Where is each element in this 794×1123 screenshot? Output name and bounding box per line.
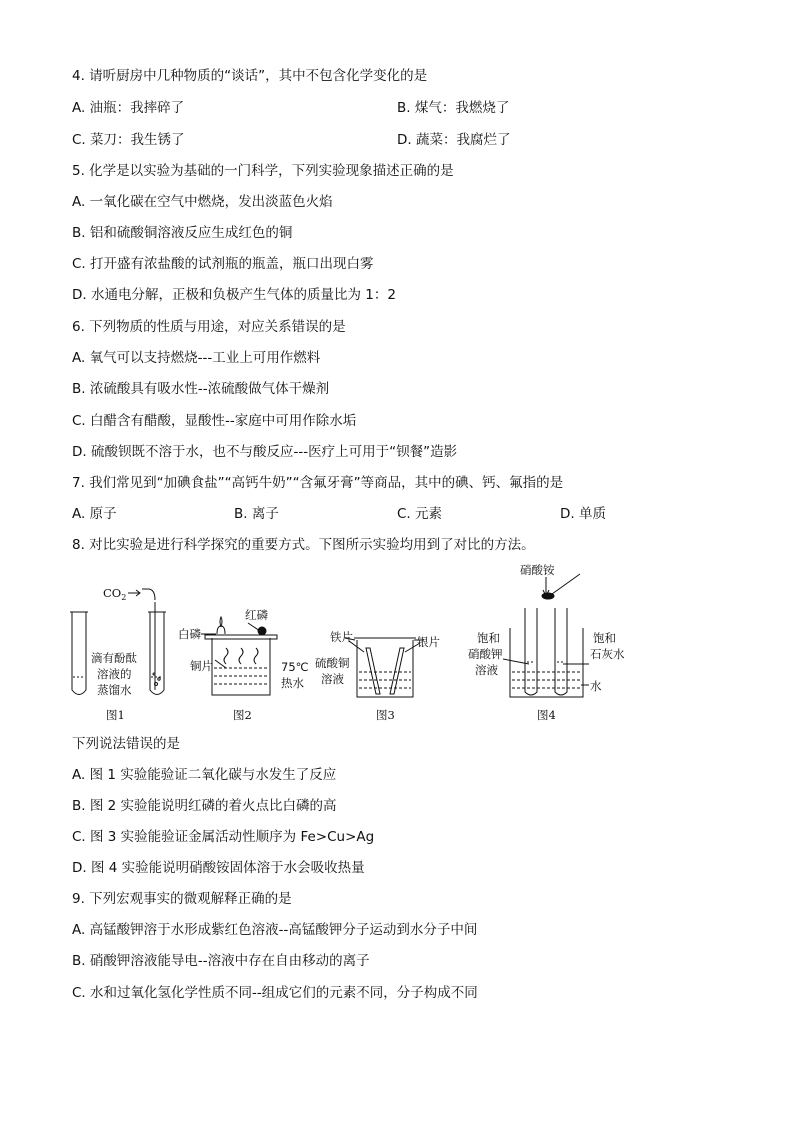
fig1-label-2: 溶液的 — [97, 667, 132, 681]
fig1-label-3: 蒸馏水 — [97, 683, 132, 697]
q4-option-d: D. 蔬菜：我腐烂了 — [397, 132, 511, 148]
fig3-labels — [315, 630, 440, 722]
fig4-kno3-1: 饱和 — [477, 631, 500, 645]
fig2-drawing — [205, 617, 277, 695]
q8-option-a: A. 图 1 实验能验证二氧化碳与水发生了反应 — [72, 767, 337, 783]
q6-stem: 6. 下列物质的性质与用途，对应关系错误的是 — [72, 319, 346, 335]
q5-stem: 5. 化学是以实验为基础的一门科学，下列实验现象描述正确的是 — [72, 163, 454, 179]
fig4-kno3-2: 硝酸钾 — [468, 647, 503, 661]
fig1-caption: 图1 — [106, 708, 125, 722]
fig3-caption: 图3 — [376, 708, 395, 722]
fig2-red-phosphorus: 红磷 — [245, 608, 268, 622]
fig1-co2-label: $CO_2$ — [103, 586, 127, 602]
q8-option-d: D. 图 4 实验能说明硝酸铵固体溶于水会吸收热量 — [72, 860, 365, 876]
q8-option-b: B. 图 2 实验能说明红磷的着火点比白磷的高 — [72, 798, 337, 814]
fig3-solution-1: 硫酸铜 — [315, 656, 350, 670]
fig4-lime-2: 石灰水 — [590, 647, 625, 661]
q4-option-c: C. 菜刀：我生锈了 — [72, 132, 185, 148]
fig4-water: 水 — [590, 679, 602, 693]
fig4-kno3-3: 溶液 — [475, 663, 498, 677]
q4-option-b: B. 煤气：我燃烧了 — [397, 100, 510, 116]
q4-stem: 4. 请听厨房中几种物质的“谈话”，其中不包含化学变化的是 — [72, 68, 428, 84]
fig3-iron-sheet: 铁片 — [330, 630, 353, 644]
fig2-copper-sheet: 铜片 — [190, 659, 213, 673]
fig2-hot-water: 热水 — [281, 676, 304, 690]
fig4-ammonium-nitrate: 硝酸铵 — [520, 563, 555, 577]
fig4-caption: 图4 — [537, 708, 556, 722]
q7-option-d: D. 单质 — [560, 506, 606, 522]
q7-option-b: B. 离子 — [234, 506, 279, 522]
q8-ask: 下列说法错误的是 — [72, 736, 180, 752]
q6-option-b: B. 浓硫酸具有吸水性--浓硫酸做气体干燥剂 — [72, 381, 330, 397]
fig2-labels — [178, 608, 309, 722]
q9-stem: 9. 下列宏观事实的微观解释正确的是 — [72, 891, 292, 907]
fig1-label-1: 滴有酚酞 — [91, 651, 137, 665]
q9-option-b: B. 硝酸钾溶液能导电--溶液中存在自由移动的离子 — [72, 953, 370, 969]
q7-stem: 7. 我们常见到“加碘食盐”“高钙牛奶”“含氟牙膏”等商品，其中的碘、钙、氟指的是 — [72, 475, 564, 491]
q7-option-a: A. 原子 — [72, 506, 117, 522]
q5-option-d: D. 水通电分解，正极和负极产生气体的质量比为 1：2 — [72, 287, 396, 303]
q5-option-a: A. 一氧化碳在空气中燃烧，发出淡蓝色火焰 — [72, 194, 333, 210]
q8-stem: 8. 对比实验是进行科学探究的重要方式。下图所示实验均用到了对比的方法。 — [72, 537, 535, 553]
q8-option-c: C. 图 3 实验能验证金属活动性顺序为 Fe>Cu>Ag — [72, 829, 375, 845]
q4-option-a: A. 油瓶：我摔碎了 — [72, 100, 185, 116]
q5-option-b: B. 铝和硫酸铜溶液反应生成红色的铜 — [72, 225, 293, 241]
q9-option-a: A. 高锰酸钾溶于水形成紫红色溶液--高锰酸钾分子运动到水分子中间 — [72, 922, 478, 938]
q6-option-a: A. 氧气可以支持燃烧---工业上可用作燃料 — [72, 350, 321, 366]
q6-option-c: C. 白醋含有醋酸，显酸性--家庭中可用作除水垢 — [72, 413, 357, 429]
fig4-lime-1: 饱和 — [593, 631, 616, 645]
fig3-silver-sheet: 银片 — [417, 635, 440, 649]
fig2-white-phosphorus: 白磷 — [178, 627, 201, 641]
q6-option-d: D. 硫酸钡既不溶于水，也不与酸反应---医疗上可用于“钡餐”造影 — [72, 444, 458, 460]
fig1-labels — [91, 586, 137, 722]
fig3-solution-2: 溶液 — [321, 672, 344, 686]
fig4-drawing — [510, 574, 583, 697]
fig2-caption: 图2 — [233, 708, 252, 722]
q7-option-c: C. 元素 — [397, 506, 443, 522]
q5-option-c: C. 打开盛有浓盐酸的试剂瓶的瓶盖，瓶口出现白雾 — [72, 256, 374, 272]
q9-option-c: C. 水和过氧化氢化学性质不同--组成它们的元素不同，分子构成不同 — [72, 985, 478, 1001]
fig2-temperature: 75℃ — [281, 660, 309, 674]
